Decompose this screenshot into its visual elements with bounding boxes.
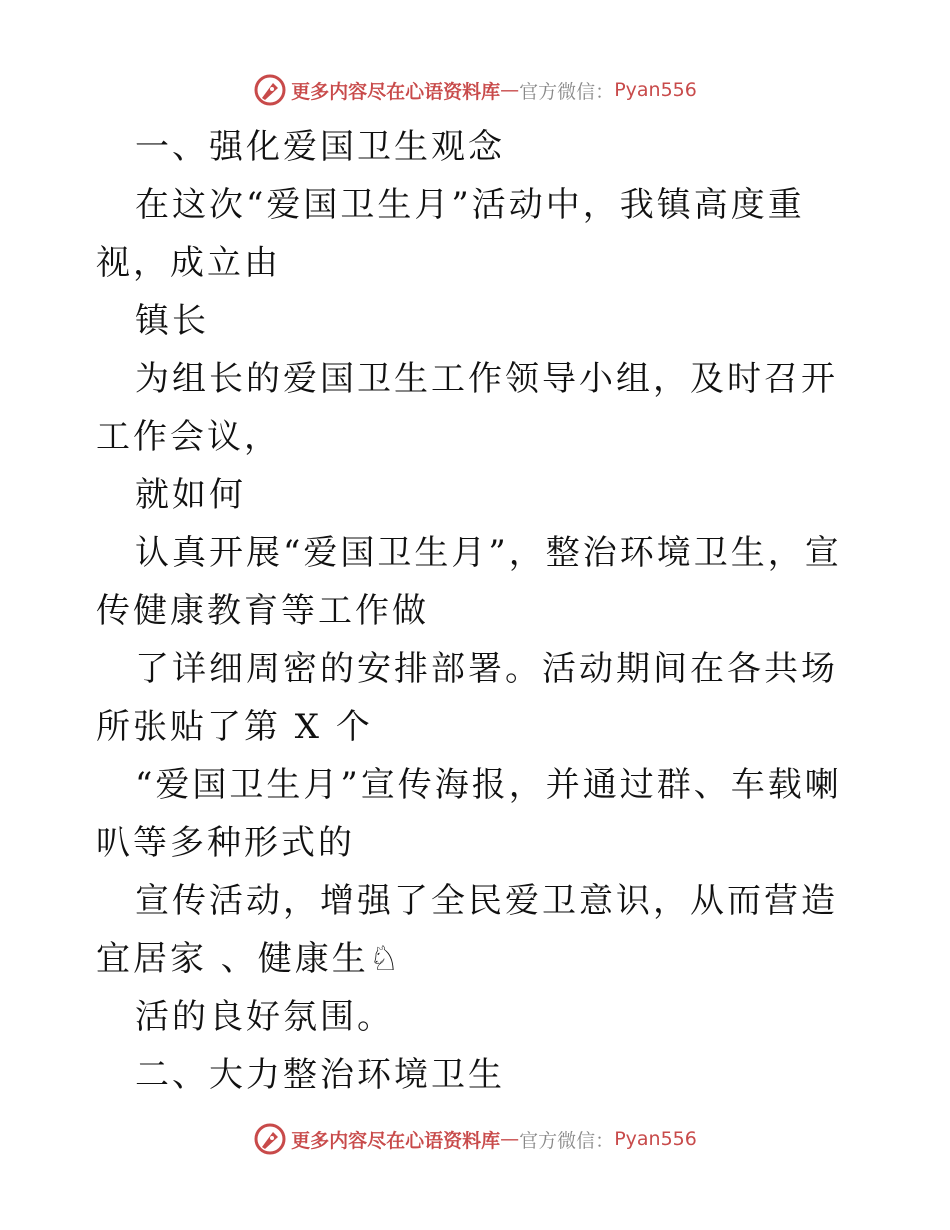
paragraph: 为组长的爱国卫生工作领导小组，及时召开工作会议， xyxy=(96,359,838,457)
paragraph: 就如何 xyxy=(135,475,246,515)
document-body xyxy=(96,118,856,1104)
banner-separator: — xyxy=(500,79,520,101)
banner-wechat-id: Pyan556 xyxy=(614,79,697,101)
pen-nib-icon xyxy=(253,1122,287,1156)
banner-main-text: 更多内容尽在心语资料库 xyxy=(291,80,501,103)
paragraph: “爱国卫生月”宣传海报，并通过群、车载喇叭等多种形式的 xyxy=(96,765,842,863)
banner-wechat-label: 官方微信： xyxy=(519,80,615,103)
banner-separator: — xyxy=(500,1128,520,1150)
footer-banner xyxy=(0,1117,950,1161)
heading-2: 二、大力整治环境卫生 xyxy=(135,1055,505,1095)
header-banner xyxy=(0,68,950,112)
heading-1: 一、强化爱国卫生观念 xyxy=(135,127,505,167)
paragraph: 认真开展“爱国卫生月”，整治环境卫生，宣传健康教育等工作做 xyxy=(96,533,842,631)
pen-nib-icon xyxy=(253,73,287,107)
paragraph: 宣传活动，增强了全民爱卫意识，从而营造宜居家 、健康生♘ xyxy=(96,881,838,979)
paragraph: 了详细周密的安排部署。活动期间在各共场所张贴了第 X 个 xyxy=(96,649,838,747)
banner-wechat-id: Pyan556 xyxy=(614,1128,697,1150)
paragraph: 镇长 xyxy=(135,301,209,341)
banner-wechat-label: 官方微信： xyxy=(519,1129,615,1152)
paragraph: 在这次“爱国卫生月”活动中，我镇高度重视，成立由 xyxy=(96,185,805,283)
paragraph: 活的良好氛围。 xyxy=(135,997,394,1037)
banner-main-text: 更多内容尽在心语资料库 xyxy=(291,1129,501,1152)
